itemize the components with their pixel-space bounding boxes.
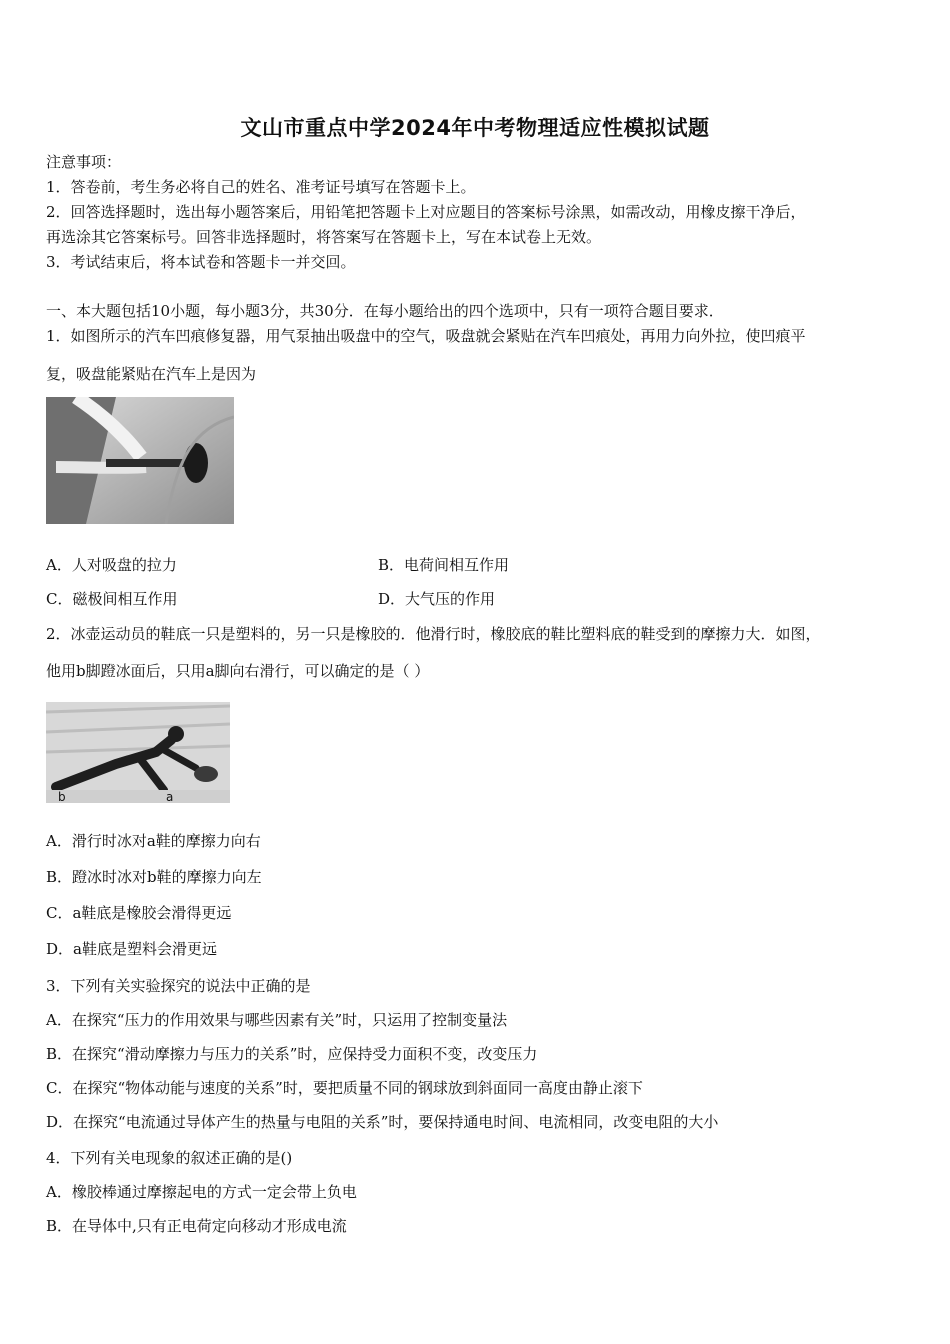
q2-curling-photo bbox=[46, 702, 230, 803]
q3-option-d: D．在探究“电流通过导体产生的热量与电阻的关系”时，要保持通电时间、电流相同，改变电阻的大小 bbox=[46, 1113, 719, 1131]
q2-option-d: D．a鞋底是塑料会滑更远 bbox=[46, 940, 217, 958]
q2-stem-line1: 2．冰壶运动员的鞋底一只是塑料的，另一只是橡胶的．他滑行时，橡胶底的鞋比塑料底的鞋受到的摩擦力大．如图， bbox=[46, 625, 821, 643]
q2-figure-label-b: b bbox=[58, 790, 66, 803]
q1-stem-line1: 1．如图所示的汽车凹痕修复器，用气泵抽出吸盘中的空气，吸盘就会紧贴在汽车凹痕处，再用力向外拉，使凹痕平 bbox=[46, 327, 806, 345]
q3-option-c: C．在探究“物体动能与速度的关系”时，要把质量不同的钢球放到斜面同一高度由静止滚下 bbox=[46, 1079, 643, 1097]
notice-item-1: 1．答卷前，考生务必将自己的姓名、准考证号填写在答题卡上。 bbox=[46, 178, 476, 196]
notice-item-2: 2．回答选择题时，选出每小题答案后，用铅笔把答题卡上对应题目的答案标号涂黑，如需改动，用橡皮擦干净后， bbox=[46, 203, 806, 221]
q1-dent-puller-photo bbox=[46, 397, 234, 524]
q1-stem-line2: 复，吸盘能紧贴在汽车上是因为 bbox=[46, 365, 257, 383]
q4-stem: 4．下列有关电现象的叙述正确的是() bbox=[46, 1149, 293, 1167]
q3-option-a: A．在探究“压力的作用效果与哪些因素有关”时，只运用了控制变量法 bbox=[46, 1011, 508, 1029]
q4-option-a: A．橡胶棒通过摩擦起电的方式一定会带上负电 bbox=[46, 1183, 357, 1201]
q1-option-d: D．大气压的作用 bbox=[378, 590, 496, 608]
q2-option-a: A．滑行时冰对a鞋的摩擦力向右 bbox=[46, 832, 261, 850]
q3-stem: 3．下列有关实验探究的说法中正确的是 bbox=[46, 977, 311, 995]
notice-item-3: 3．考试结束后，将本试卷和答题卡一并交回。 bbox=[46, 253, 356, 271]
notice-item-2-cont: 再选涂其它答案标号。回答非选择题时，将答案写在答题卡上，写在本试卷上无效。 bbox=[46, 228, 602, 246]
q4-option-b: B．在导体中,只有正电荷定向移动才形成电流 bbox=[46, 1217, 347, 1235]
q3-option-b: B．在探究“滑动摩擦力与压力的关系”时，应保持受力面积不变，改变压力 bbox=[46, 1045, 538, 1063]
q2-option-b: B．蹬冰时冰对b鞋的摩擦力向左 bbox=[46, 868, 262, 886]
page-title: 文山市重点中学2024年中考物理适应性模拟试题 bbox=[240, 116, 710, 140]
notice-heading: 注意事项： bbox=[46, 153, 122, 171]
q1-option-b: B．电荷间相互作用 bbox=[378, 556, 510, 574]
q1-option-a: A．人对吸盘的拉力 bbox=[46, 556, 177, 574]
q2-figure-label-a: a bbox=[166, 790, 174, 803]
q2-stem-line2: 他用b脚蹬冰面后，只用a脚向右滑行，可以确定的是（ ） bbox=[46, 662, 430, 680]
q2-option-c: C．a鞋底是橡胶会滑得更远 bbox=[46, 904, 232, 922]
q1-option-c: C．磁极间相互作用 bbox=[46, 590, 178, 608]
section-intro: 一、本大题包括10小题，每小题3分，共30分．在每小题给出的四个选项中，只有一项符合题目要求． bbox=[46, 302, 724, 320]
